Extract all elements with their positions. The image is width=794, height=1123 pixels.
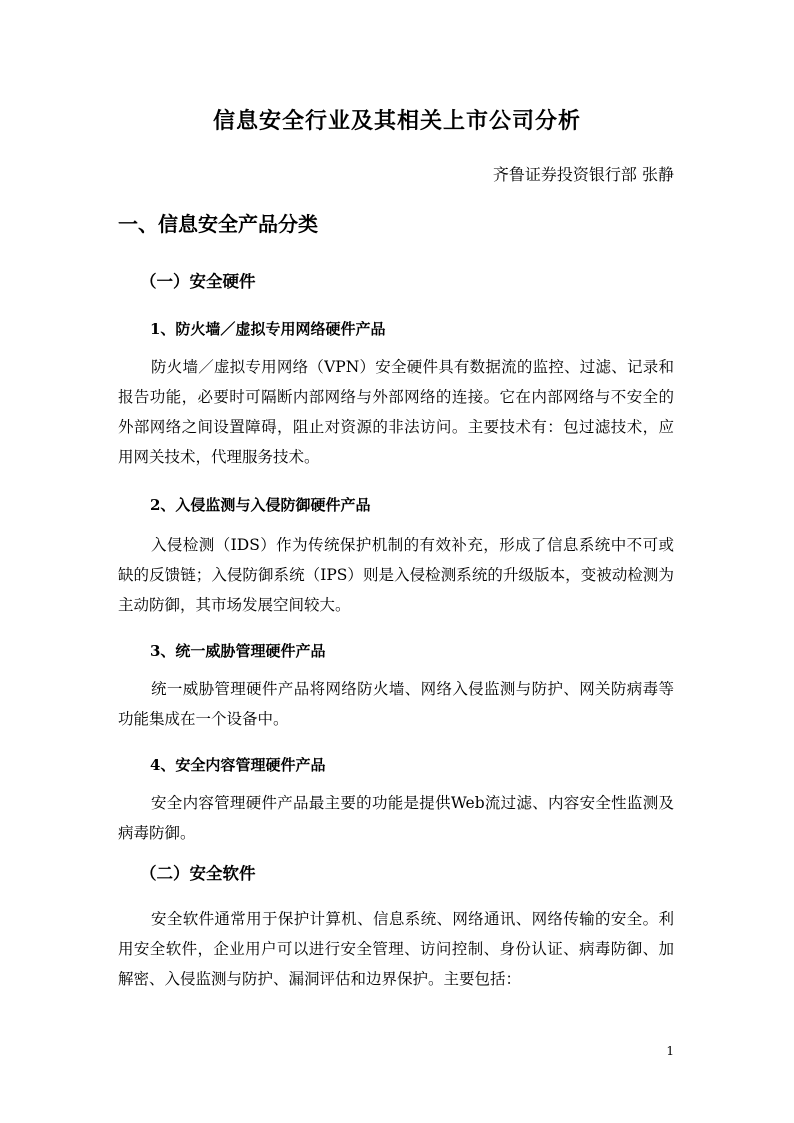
paragraph-utm: 统一威胁管理硬件产品将网络防火墙、网络入侵监测与防护、网关防病毒等功能集成在一个设备中。 — [118, 680, 674, 728]
item-heading-utm: 3、统一威胁管理硬件产品 — [150, 642, 326, 660]
subsection-heading-hardware: （一）安全硬件 — [140, 272, 256, 291]
paragraph-firewall: 防火墙／虚拟专用网络（VPN）安全硬件具有数据流的监控、过滤、记录和报告功能，必要时可隔断内部网络与外部网络的连接。它在内部网络与不安全的外部网络之间设置障碍，阻止对资源的非法访问。主要技术有：包过滤技术，应用网关技术，代理服务技术。 — [118, 358, 674, 466]
item-heading-firewall: 1、防火墙／虚拟专用网络硬件产品 — [150, 320, 386, 338]
page-number: 1 — [666, 1044, 674, 1058]
subsection-heading-software: （二）安全软件 — [140, 864, 256, 883]
item-heading-content: 4、安全内容管理硬件产品 — [150, 756, 326, 774]
section-heading: 一、信息安全产品分类 — [118, 212, 318, 236]
item-heading-ids: 2、入侵监测与入侵防御硬件产品 — [150, 496, 371, 514]
document-author: 齐鲁证券投资银行部 张静 — [492, 165, 674, 184]
paragraph-content: 安全内容管理硬件产品最主要的功能是提供Web流过滤、内容安全性监测及病毒防御。 — [118, 794, 674, 842]
paragraph-software: 安全软件通常用于保护计算机、信息系统、网络通讯、网络传输的安全。利用安全软件，企业用户可以进行安全管理、访问控制、身份认证、病毒防御、加解密、入侵监测与防护、漏洞评估和边界保护。主要包括： — [118, 910, 674, 988]
paragraph-ids: 入侵检测（IDS）作为传统保护机制的有效补充，形成了信息系统中不可或缺的反馈链；入侵防御系统（IPS）则是入侵检测系统的升级版本，变被动检测为主动防御，其市场发展空间较大。 — [118, 536, 674, 614]
document-title: 信息安全行业及其相关上市公司分析 — [212, 108, 581, 134]
